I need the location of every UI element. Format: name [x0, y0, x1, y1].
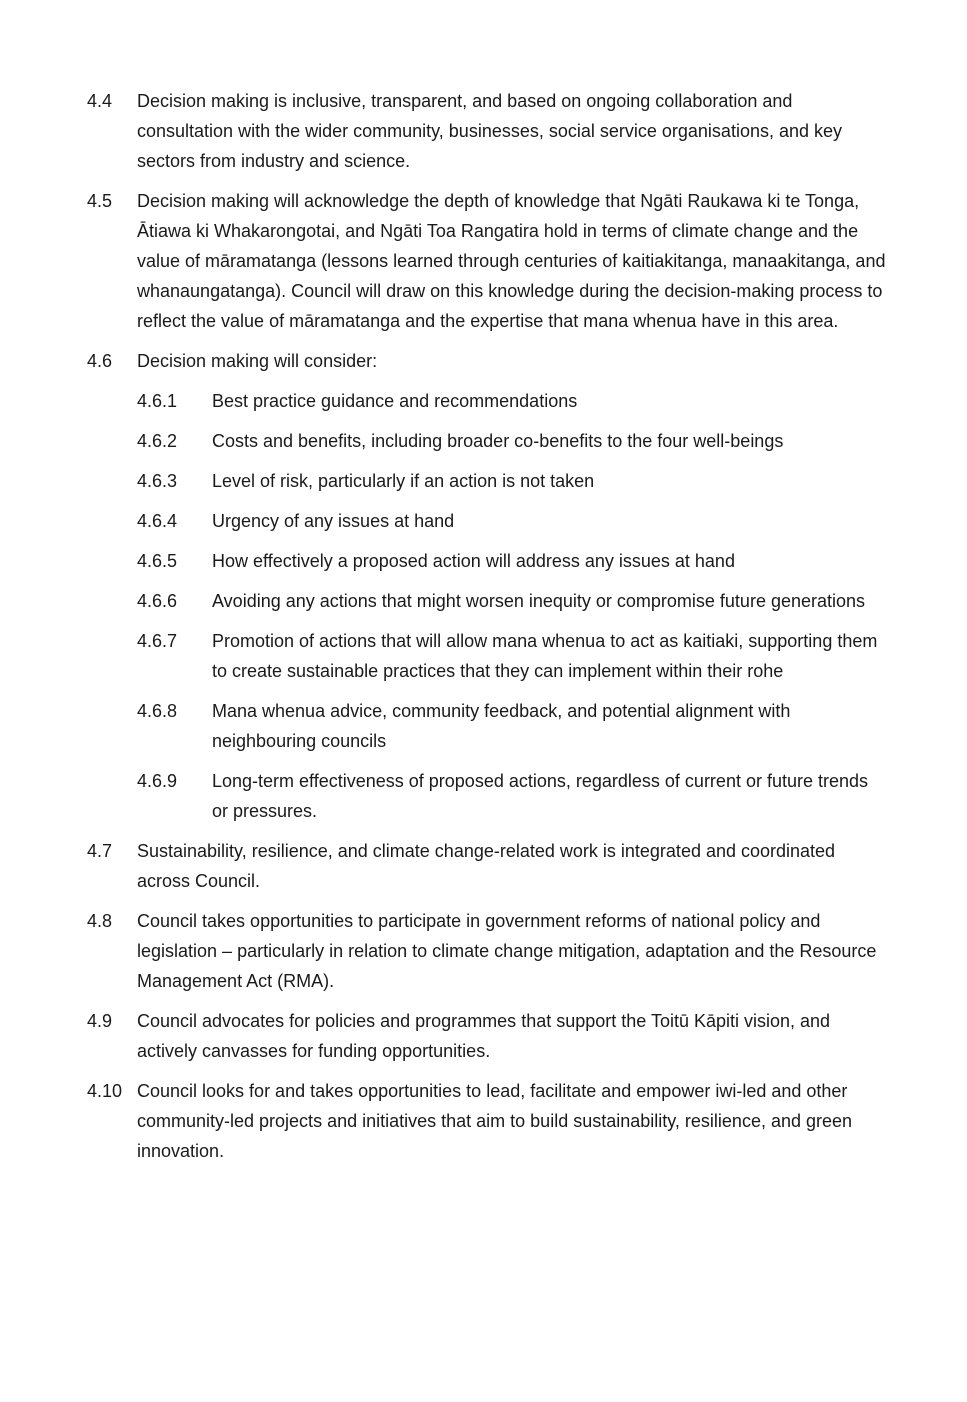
subsection-text: Long-term effectiveness of proposed actions, regardless of current or future trends or pressures.	[212, 771, 869, 821]
section-4-6	[87, 346, 887, 826]
subsection-4-6-4	[137, 506, 887, 536]
subsection-number: 4.6.1	[137, 391, 178, 411]
section-number: 4.8	[87, 911, 113, 931]
subsection-text: Urgency of any issues at hand	[212, 511, 455, 531]
section-number: 4.4	[87, 91, 113, 111]
section-number: 4.7	[87, 841, 113, 861]
section-number: 4.9	[87, 1011, 113, 1031]
subsection-4-6-1	[137, 386, 887, 416]
section-text: Council advocates for policies and programmes that support the Toitū Kāpiti vision, and actively canvasses for funding opportunities.	[137, 1011, 831, 1061]
subsection-4-6-8	[137, 696, 887, 756]
subsection-text: Best practice guidance and recommendations	[212, 391, 578, 411]
subsection-number: 4.6.9	[137, 771, 178, 791]
section-text: Council takes opportunities to participate in government reforms of national policy and legislation – particularly in relation to climate change mitigation, adaptation and the Resource Management Act (RMA).	[137, 911, 877, 991]
document-body	[87, 86, 887, 1176]
section-number: 4.6	[87, 351, 113, 371]
subsection-text: How effectively a proposed action will address any issues at hand	[212, 551, 735, 571]
subsection-number: 4.6.7	[137, 631, 178, 651]
section-4-9	[87, 1006, 887, 1066]
section-number: 4.10	[87, 1081, 123, 1101]
subsection-number: 4.6.2	[137, 431, 178, 451]
subsection-4-6-7	[137, 626, 887, 686]
subsection-4-6-6	[137, 586, 887, 616]
section-text: Sustainability, resilience, and climate change-related work is integrated and coordinated across Council.	[137, 841, 836, 891]
subsection-list	[137, 386, 887, 826]
subsection-4-6-5	[137, 546, 887, 576]
subsection-4-6-9	[137, 766, 887, 826]
section-text: Decision making is inclusive, transparent, and based on ongoing collaboration and consultation with the wider community, businesses, social service organisations, and key sectors from industry and science.	[137, 91, 843, 171]
subsection-text: Mana whenua advice, community feedback, and potential alignment with neighbouring councils	[212, 701, 791, 751]
subsection-number: 4.6.4	[137, 511, 178, 531]
subsection-number: 4.6.8	[137, 701, 178, 721]
section-4-7	[87, 836, 887, 896]
section-text: Decision making will acknowledge the depth of knowledge that Ngāti Raukawa ki te Tonga, Ātiawa ki Whakarongotai, and Ngāti Toa Rangatira hold in terms of climate change and the value of māramatanga (lessons learned through centuries of kaitiakitanga, manaakitanga, and whanaungatanga). Council will draw on this knowledge during the decision-making process to reflect the value of māramatanga and the expertise that mana whenua have in this area.	[137, 191, 886, 331]
subsection-number: 4.6.6	[137, 591, 178, 611]
section-number: 4.5	[87, 191, 113, 211]
subsection-4-6-3	[137, 466, 887, 496]
subsection-text: Level of risk, particularly if an action is not taken	[212, 471, 595, 491]
section-4-5	[87, 186, 887, 336]
subsection-4-6-2	[137, 426, 887, 456]
section-text: Council looks for and takes opportunities to lead, facilitate and empower iwi-led and other community-led projects and initiatives that aim to build sustainability, resilience, and green innovation.	[137, 1081, 853, 1161]
section-4-8	[87, 906, 887, 996]
section-text: Decision making will consider:	[137, 351, 378, 371]
subsection-number: 4.6.5	[137, 551, 178, 571]
subsection-number: 4.6.3	[137, 471, 178, 491]
section-4-4	[87, 86, 887, 176]
subsection-text: Promotion of actions that will allow mana whenua to act as kaitiaki, supporting them to create sustainable practices that they can implement within their rohe	[212, 631, 878, 681]
section-4-10	[87, 1076, 887, 1166]
subsection-text: Avoiding any actions that might worsen inequity or compromise future generations	[212, 591, 866, 611]
subsection-text: Costs and benefits, including broader co-benefits to the four well-beings	[212, 431, 784, 451]
